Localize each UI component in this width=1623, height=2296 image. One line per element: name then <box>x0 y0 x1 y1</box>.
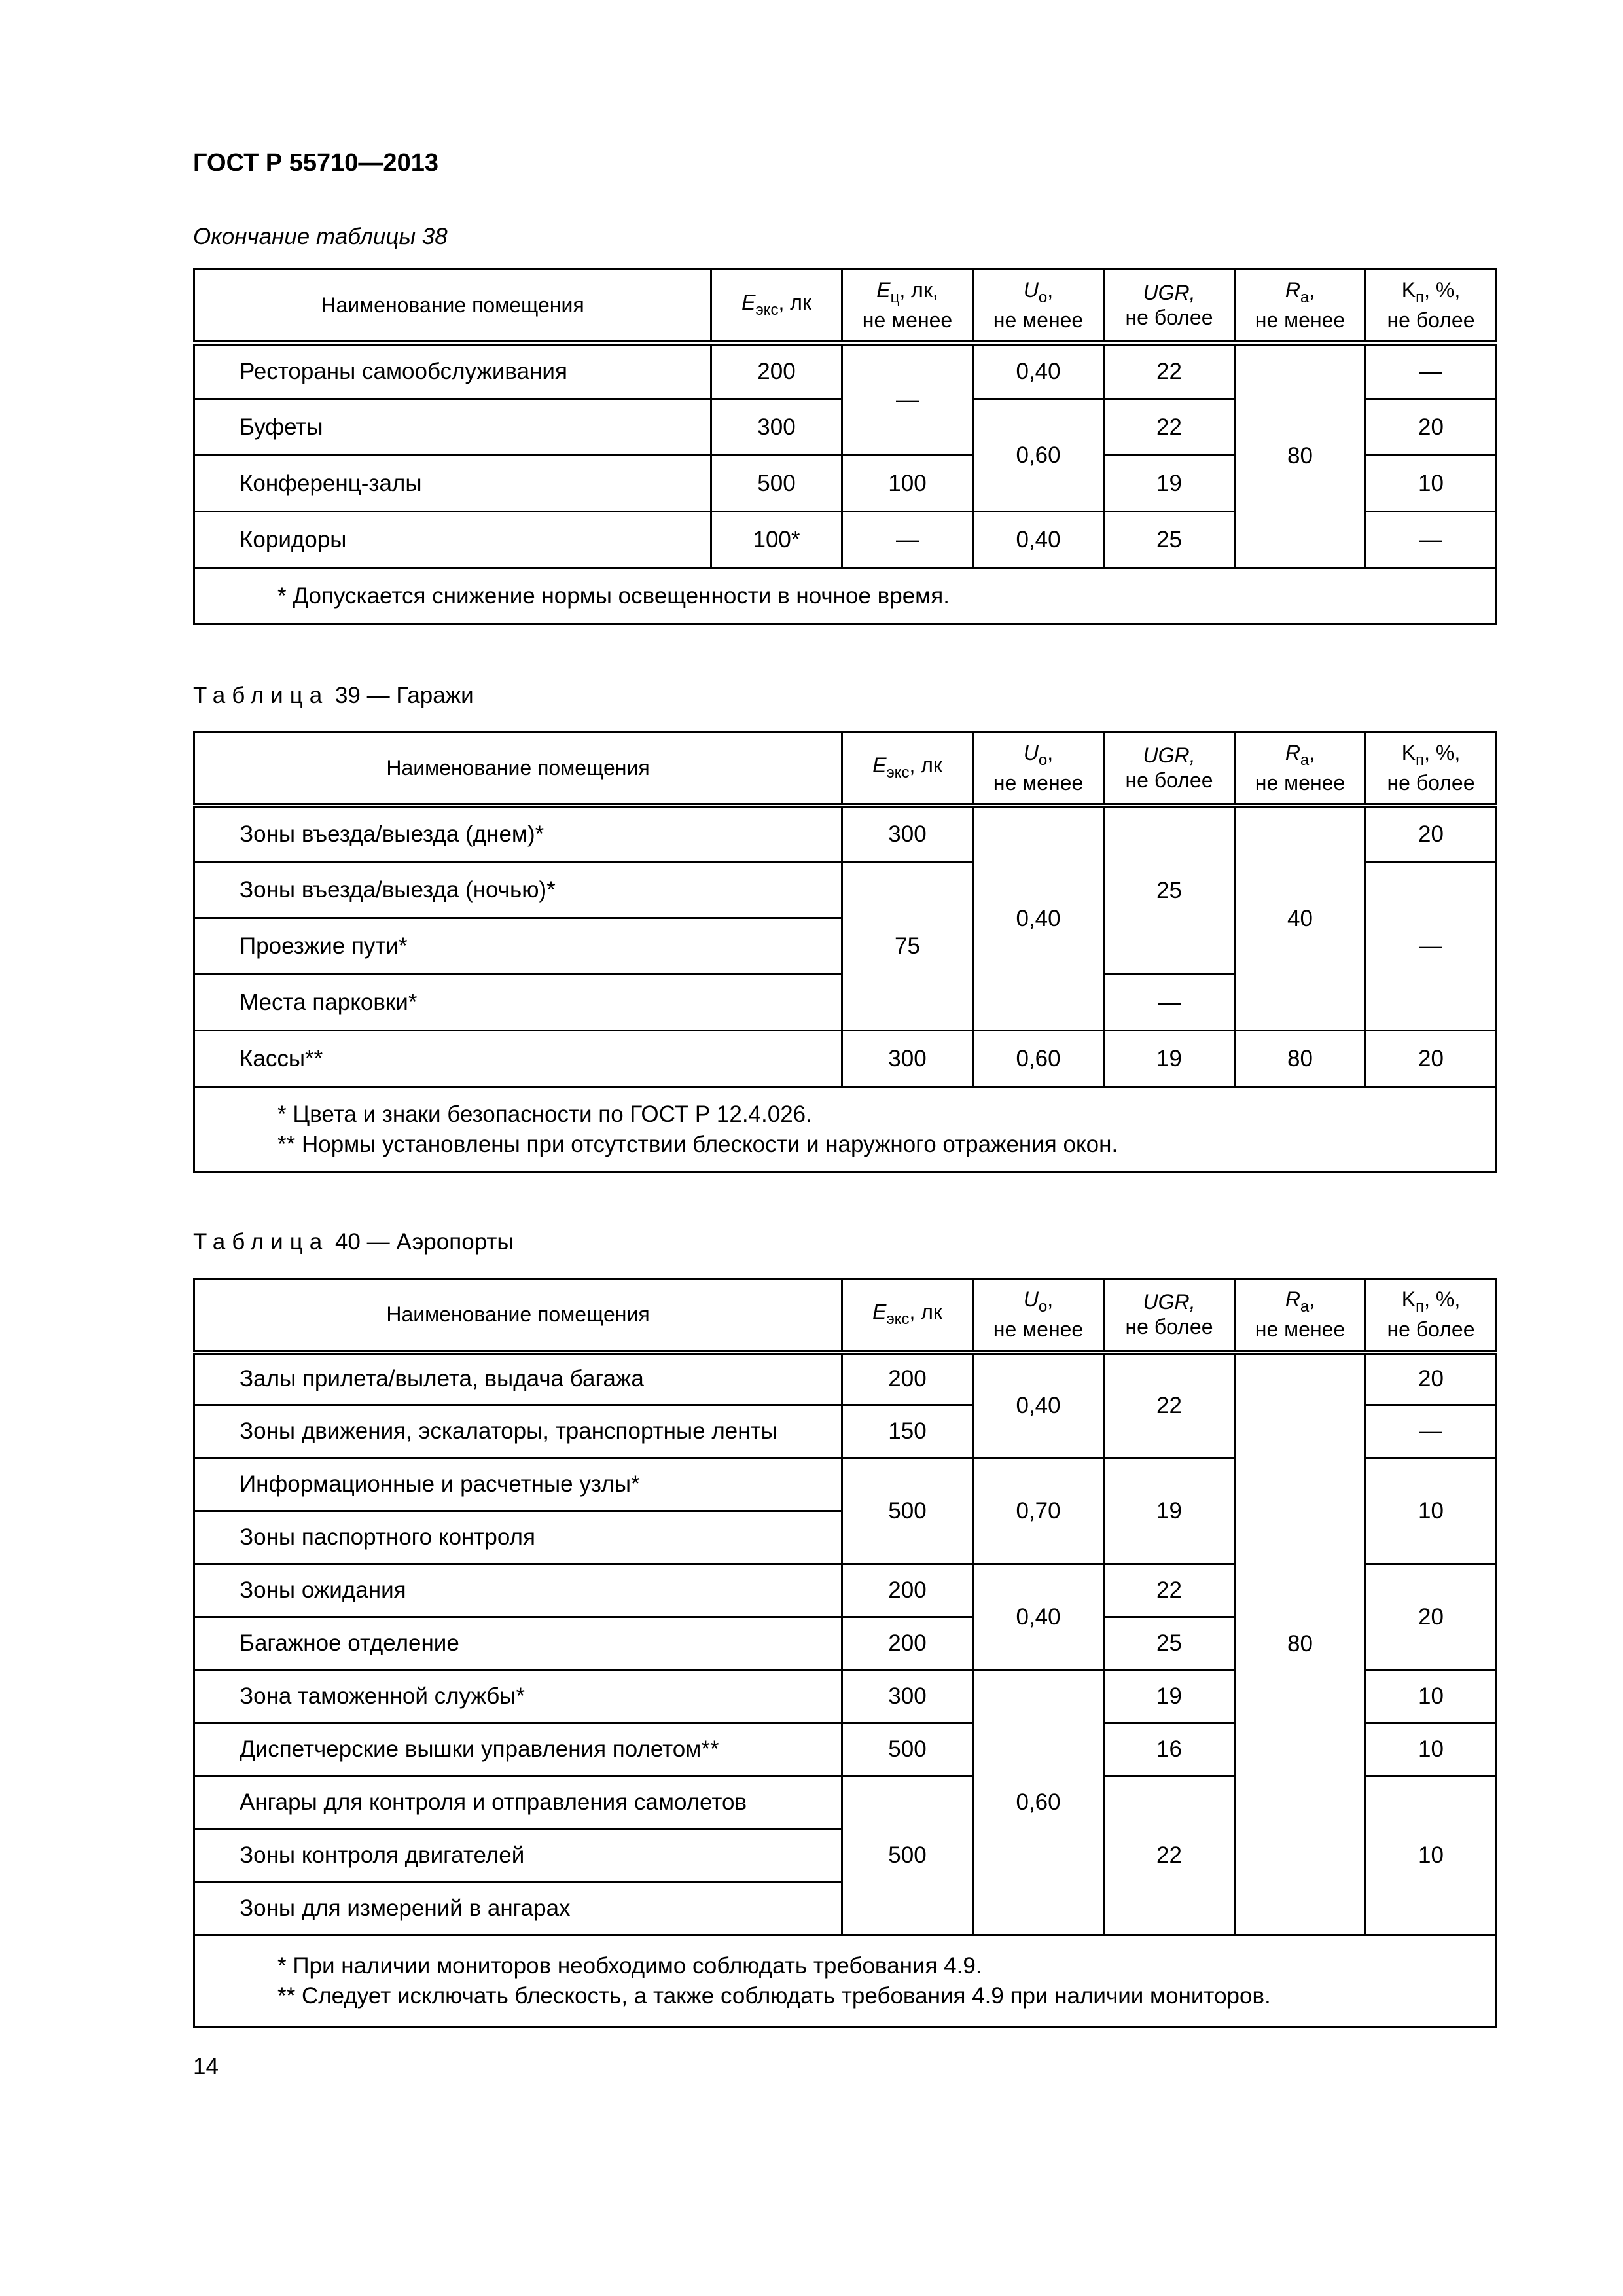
uo-value: 0,40 <box>973 1352 1104 1458</box>
ugr-value: 16 <box>1104 1723 1235 1776</box>
table-note: * Цвета и знаки безопасности по ГОСТ Р 12.4.026. ** Нормы установлены при отсутствии блескости и наружного отражения окон. <box>194 1087 1497 1172</box>
table-39-caption: Таблица 39 — Гаражи <box>193 683 474 708</box>
room-name: Диспетчерские вышки управления полетом** <box>194 1723 842 1776</box>
e-eks-value: 500 <box>842 1776 973 1935</box>
uo-value: 0,40 <box>973 1564 1104 1670</box>
uo-value: 0,40 <box>973 806 1104 1031</box>
e-eks-value: 75 <box>842 862 973 1031</box>
room-name: Кассы** <box>194 1031 842 1087</box>
room-name: Зоны контроля двигателей <box>194 1829 842 1882</box>
e-eks-value: 200 <box>842 1564 973 1617</box>
kp-value: 10 <box>1366 1458 1497 1564</box>
uo-value: 0,60 <box>973 1031 1104 1087</box>
ra-value: 80 <box>1235 343 1366 568</box>
room-name: Коридоры <box>194 512 711 568</box>
col-header-name: Наименование помещения <box>194 732 842 806</box>
table-row <box>194 343 1497 399</box>
col-header-uo: $U_о$, не менее <box>973 1279 1104 1352</box>
col-header-name: Наименование помещения <box>194 1279 842 1352</box>
kp-value: 20 <box>1366 399 1497 456</box>
kp-value: 20 <box>1366 1031 1497 1087</box>
ugr-value: — <box>1104 975 1235 1031</box>
col-header-ugr: UGR, не более <box>1104 1279 1235 1352</box>
room-name: Зоны ожидания <box>194 1564 842 1617</box>
uo-value: 0,60 <box>973 1670 1104 1935</box>
ra-value: 40 <box>1235 806 1366 1031</box>
room-name: Информационные и расчетные узлы* <box>194 1458 842 1511</box>
e-eks-value: 150 <box>842 1405 973 1458</box>
ugr-value: 19 <box>1104 1458 1235 1564</box>
kp-value: 10 <box>1366 456 1497 512</box>
room-name: Залы прилета/вылета, выдача багажа <box>194 1352 842 1405</box>
uo-value: 0,40 <box>973 343 1104 399</box>
ra-value: 80 <box>1235 1031 1366 1087</box>
ugr-value: 19 <box>1104 1670 1235 1723</box>
col-header-ugr: UGR, не более <box>1104 270 1235 343</box>
col-header-ugr: UGR, не более <box>1104 732 1235 806</box>
kp-value: 20 <box>1366 1352 1497 1405</box>
table-row <box>194 1031 1497 1087</box>
table-note-row <box>194 1935 1497 2027</box>
e-eks-value: 500 <box>842 1723 973 1776</box>
document-header: ГОСТ Р 55710—2013 <box>193 149 438 177</box>
table-row <box>194 806 1497 862</box>
room-name: Зоны паспортного контроля <box>194 1511 842 1564</box>
page-number: 14 <box>193 2054 219 2079</box>
col-header-ra: $R_a$, не менее <box>1235 270 1366 343</box>
col-header-uo: $U_о$, не менее <box>973 270 1104 343</box>
room-name: Проезжие пути* <box>194 918 842 975</box>
table-40-caption: Таблица 40 — Аэропорты <box>193 1229 514 1255</box>
room-name: Зоны въезда/выезда (днем)* <box>194 806 842 862</box>
col-header-ra: $R_a$, не менее <box>1235 1279 1366 1352</box>
ugr-value: 25 <box>1104 512 1235 568</box>
e-eks-value: 500 <box>711 456 842 512</box>
col-header-kp: $K_п$, %, не более <box>1366 270 1497 343</box>
col-header-kp: $K_п$, %, не более <box>1366 1279 1497 1352</box>
table-note-row <box>194 568 1497 624</box>
e-eks-value: 200 <box>842 1352 973 1405</box>
e-eks-value: 300 <box>842 806 973 862</box>
table-header-row <box>194 270 1497 343</box>
ugr-value: 22 <box>1104 343 1235 399</box>
table-note-row <box>194 1087 1497 1172</box>
kp-value: — <box>1366 343 1497 399</box>
e-c-value: — <box>842 512 973 568</box>
kp-value: 10 <box>1366 1670 1497 1723</box>
ugr-value: 22 <box>1104 1564 1235 1617</box>
ugr-value: 22 <box>1104 399 1235 456</box>
kp-value: — <box>1366 862 1497 1031</box>
col-header-name: Наименование помещения <box>194 270 711 343</box>
ugr-value: 19 <box>1104 456 1235 512</box>
e-eks-value: 200 <box>711 343 842 399</box>
e-c-value: 100 <box>842 456 973 512</box>
ugr-value: 19 <box>1104 1031 1235 1087</box>
table-header-row <box>194 732 1497 806</box>
col-header-e-eks: $E_{экс}$, лк <box>711 270 842 343</box>
table-40 <box>193 1278 1497 2028</box>
kp-value: — <box>1366 512 1497 568</box>
table-38-caption: Окончание таблицы 38 <box>193 224 448 249</box>
ra-value: 80 <box>1235 1352 1366 1935</box>
table-header-row <box>194 1279 1497 1352</box>
ugr-value: 22 <box>1104 1352 1235 1458</box>
room-name: Зоны для измерений в ангарах <box>194 1882 842 1935</box>
room-name: Рестораны самообслуживания <box>194 343 711 399</box>
room-name: Зона таможенной службы* <box>194 1670 842 1723</box>
e-eks-value: 300 <box>842 1670 973 1723</box>
room-name: Ангары для контроля и отправления самолетов <box>194 1776 842 1829</box>
room-name: Багажное отделение <box>194 1617 842 1670</box>
e-eks-value: 300 <box>711 399 842 456</box>
kp-value: 10 <box>1366 1776 1497 1935</box>
table-39 <box>193 731 1497 1173</box>
room-name: Конференц-залы <box>194 456 711 512</box>
col-header-e-eks: $E_{экс}$, лк <box>842 732 973 806</box>
col-header-uo: $U_о$, не менее <box>973 732 1104 806</box>
kp-value: — <box>1366 1405 1497 1458</box>
col-header-kp: $K_п$, %, не более <box>1366 732 1497 806</box>
uo-value: 0,40 <box>973 512 1104 568</box>
e-c-value: — <box>842 343 973 456</box>
table-note: * При наличии мониторов необходимо соблюдать требования 4.9. ** Следует исключать блескость, а также соблюдать требования 4.9 при наличии мониторов. <box>194 1935 1497 2027</box>
e-eks-value: 100* <box>711 512 842 568</box>
room-name: Зоны движения, эскалаторы, транспортные ленты <box>194 1405 842 1458</box>
ugr-value: 22 <box>1104 1776 1235 1935</box>
ugr-value: 25 <box>1104 1617 1235 1670</box>
ugr-value: 25 <box>1104 806 1235 975</box>
uo-value: 0,70 <box>973 1458 1104 1564</box>
col-header-e-c: $E_ц$, лк, не менее <box>842 270 973 343</box>
room-name: Зоны въезда/выезда (ночью)* <box>194 862 842 918</box>
kp-value: 20 <box>1366 806 1497 862</box>
col-header-ra: $R_a$, не менее <box>1235 732 1366 806</box>
e-eks-value: 300 <box>842 1031 973 1087</box>
kp-value: 20 <box>1366 1564 1497 1670</box>
table-note: * Допускается снижение нормы освещенности в ночное время. <box>194 568 1497 624</box>
table-38 <box>193 268 1497 625</box>
room-name: Места парковки* <box>194 975 842 1031</box>
col-header-e-eks: $E_{экс}$, лк <box>842 1279 973 1352</box>
kp-value: 10 <box>1366 1723 1497 1776</box>
uo-value: 0,60 <box>973 399 1104 512</box>
room-name: Буфеты <box>194 399 711 456</box>
table-row <box>194 1352 1497 1405</box>
e-eks-value: 500 <box>842 1458 973 1564</box>
e-eks-value: 200 <box>842 1617 973 1670</box>
